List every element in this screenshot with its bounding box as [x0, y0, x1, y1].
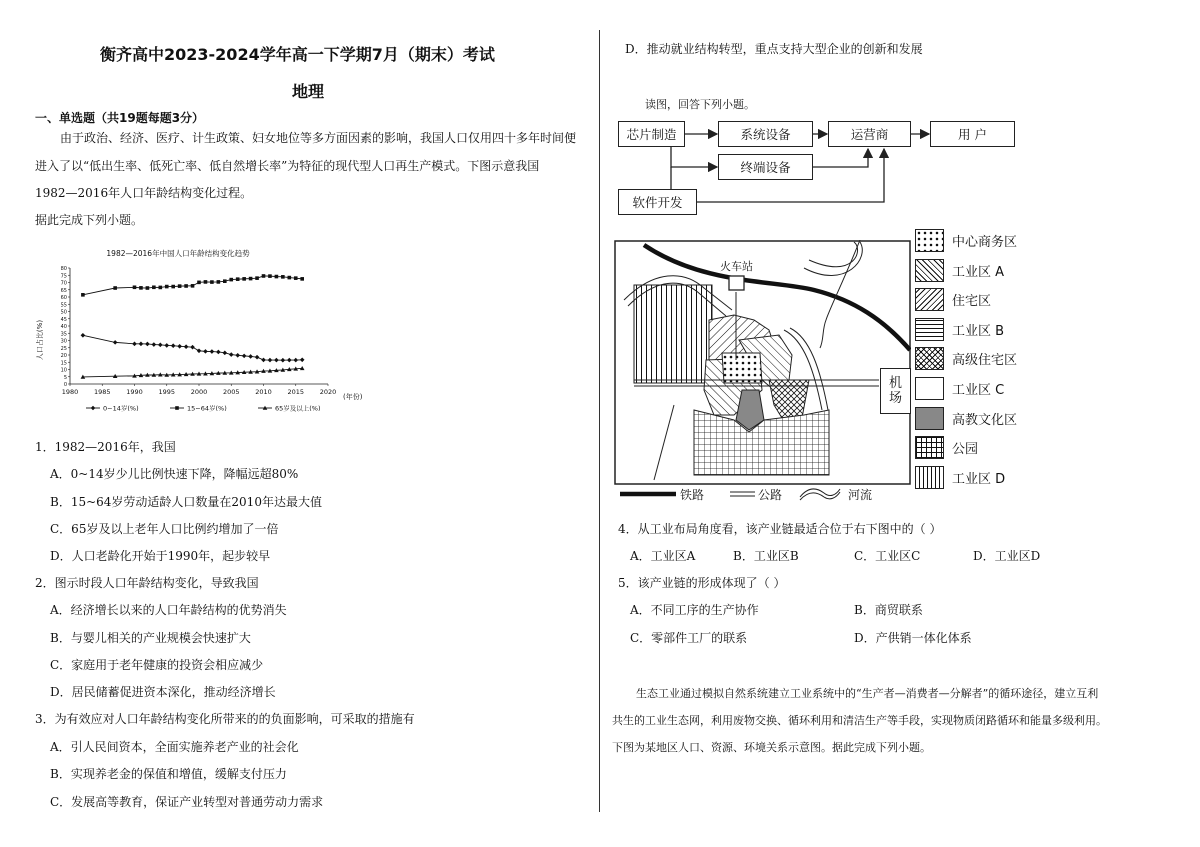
chart-xtick-label: 2010 — [255, 388, 272, 396]
chart-point-0 — [190, 345, 195, 350]
industry-chain-arrows — [0, 0, 1200, 230]
q5-stem: 5．该产业链的形成体现了（ ） — [618, 576, 786, 590]
chart-ytick-label: 0 — [63, 382, 67, 388]
q4-option-a: A．工业区A — [630, 549, 696, 563]
exam-title: 衡齐高中2023-2024学年高一下学期7月（期末）考试 — [100, 45, 495, 64]
chart-point-0 — [216, 350, 221, 355]
legend-river: 河流 — [848, 488, 873, 502]
chart-point-1 — [159, 286, 163, 290]
chart-point-0 — [113, 340, 118, 345]
legend-road: 公路 — [758, 488, 783, 502]
chart-point-1 — [236, 277, 240, 281]
chart-ytick-label: 75 — [60, 273, 67, 280]
intro-line-1: 由于政治、经济、医疗、计生政策、妇女地位等多方面因素的影响，我国人口仅用四十多年时间便 — [60, 131, 577, 145]
legend-swatch-cbd — [915, 229, 944, 252]
question-3-stem: 3．为有效应对人口年龄结构变化所带来的的负面影响，可采取的措施有 — [35, 712, 415, 726]
legend-marker-0 — [91, 406, 96, 411]
legend-row-edu — [915, 406, 1017, 431]
q5-option-b: B．商贸联系 — [854, 603, 923, 617]
chart-xtick-label: 1995 — [158, 388, 176, 396]
chart-point-1 — [204, 280, 208, 284]
chart-point-0 — [229, 352, 234, 357]
legend-swatch-park — [915, 436, 944, 459]
chart-point-0 — [210, 349, 215, 354]
chart-point-0 — [235, 353, 240, 358]
chart-point-1 — [165, 285, 169, 289]
intro-line-3: 1982—2016年人口年龄结构变化过程。 — [35, 186, 253, 200]
chart-point-1 — [171, 285, 175, 289]
chart-point-1 — [281, 275, 285, 279]
chart-point-0 — [164, 343, 169, 348]
legend-row-ind-d — [915, 465, 1005, 490]
chart-point-1 — [217, 280, 221, 284]
question-1-stem: 1．1982—2016年，我国 — [35, 440, 176, 454]
flow-software: 软件开发 — [618, 189, 697, 215]
question-2-option-b: B．与婴儿相关的产业规模会快速扩大 — [50, 631, 251, 645]
chart-point-0 — [287, 358, 292, 363]
chart-point-1 — [223, 279, 227, 283]
legend-swatch-residential — [915, 288, 944, 311]
question-3-option-c: C．发展高等教育，保证产业转型对普通劳动力需求 — [50, 795, 324, 809]
chart-ytick-label: 70 — [60, 280, 67, 287]
chart-title: 1982—2016年中国人口年龄结构变化趋势 — [106, 249, 250, 258]
eco-line-3: 下图为某地区人口、资源、环境关系示意图。据此完成下列小题。 — [612, 741, 931, 754]
chart-point-0 — [81, 333, 86, 338]
question-2-option-c: C．家庭用于老年健康的投资会相应减少 — [50, 658, 264, 672]
legend-swatch-ind-d — [915, 466, 944, 489]
chart-point-0 — [293, 358, 298, 363]
chart-point-1 — [178, 284, 182, 288]
eco-line-1: 生态工业通过模拟自然系统建立工业系统中的“生产者—消费者—分解者”的循环途径，建立互利 — [636, 687, 1099, 700]
chart-point-1 — [288, 276, 292, 280]
chart-ylabel: 人口占比(%) — [36, 319, 44, 361]
legend-row-cbd — [915, 228, 1017, 253]
chart-ytick-label: 10 — [60, 367, 67, 374]
legend-row-residential — [915, 287, 991, 312]
q5-option-c: C．零部件工厂的联系 — [630, 631, 748, 645]
chart-point-0 — [158, 343, 163, 348]
chart-ytick-label: 80 — [60, 266, 67, 272]
legend-label-edu: 高教文化区 — [952, 412, 1018, 428]
question-3-option-a: A．引人民间资本，全面实施养老产业的社会化 — [50, 740, 299, 754]
chart-ytick-label: 25 — [60, 345, 67, 352]
chart-xtick-label: 2000 — [190, 388, 208, 396]
chart-ytick-label: 30 — [60, 338, 67, 345]
q5-option-a: A．不同工序的生产协作 — [630, 603, 759, 617]
chart-point-1 — [133, 285, 137, 289]
chart-xtick-label: 1985 — [93, 388, 111, 396]
chart-point-0 — [268, 358, 273, 363]
chart-point-0 — [223, 351, 228, 356]
chart-xtick-label: 2005 — [222, 388, 240, 396]
legend-label-0: 0~14岁(%) — [103, 404, 139, 413]
chart-ytick-label: 35 — [60, 331, 67, 338]
question-2-stem: 2．图示时段人口年龄结构变化，导致我国 — [35, 576, 259, 590]
chart-point-0 — [300, 357, 305, 362]
chart-point-0 — [152, 342, 157, 347]
legend-row-ind-a — [915, 258, 1004, 283]
chart-point-1 — [81, 293, 85, 297]
chart-point-0 — [171, 343, 176, 348]
map-station-label: 火车站 — [720, 260, 753, 273]
q4-option-d: D．工业区D — [973, 549, 1041, 563]
chart-ytick-label: 15 — [60, 360, 67, 367]
chart-point-1 — [229, 278, 233, 282]
chart-ytick-label: 45 — [60, 316, 67, 323]
chart-ytick-label: 60 — [60, 295, 67, 301]
chart-point-1 — [249, 277, 253, 281]
legend-label-high-res: 高级住宅区 — [952, 353, 1018, 369]
question-1-option-a: A．0~14岁少儿比例快速下降，降幅远超80% — [50, 467, 299, 481]
flow-operator: 运营商 — [828, 121, 911, 147]
legend-railway: 铁路 — [680, 488, 705, 502]
legend-swatch-ind-c — [915, 377, 944, 400]
chart-ytick-label: 20 — [60, 353, 67, 359]
line-legend — [618, 485, 898, 503]
q3-option-d: D．推动就业结构转型，重点支持大型企业的创新和发展 — [625, 42, 923, 56]
section-heading: 一、单选题（共19题每题3分） — [35, 111, 205, 125]
legend-label-cbd: 中心商务区 — [952, 235, 1018, 250]
flow-system: 系统设备 — [718, 121, 813, 147]
chart-ytick-label: 50 — [60, 309, 67, 316]
q4-stem: 4．从工业布局角度看，该产业链最适合位于右下图中的（ ） — [618, 522, 942, 536]
chart-xtick-label: 1990 — [126, 388, 143, 396]
q4-option-b: B．工业区B — [733, 549, 799, 563]
chart-ytick-label: 40 — [60, 324, 67, 330]
legend-swatch-high-res — [915, 347, 944, 370]
chart-point-1 — [275, 275, 279, 279]
chart-point-1 — [294, 276, 298, 280]
question-2-option-d: D．居民储蓄促进资本深化，推动经济增长 — [50, 685, 276, 699]
chart-point-0 — [281, 358, 286, 363]
chart-point-0 — [261, 358, 266, 363]
legend-marker-1 — [175, 406, 179, 410]
legend-row-park — [915, 435, 978, 460]
legend-label-ind-a: 工业区 A — [952, 264, 1005, 280]
map-airport-label: 机场 — [880, 368, 911, 414]
read-prompt: 读图，回答下列小题。 — [645, 98, 755, 111]
flow-terminal: 终端设备 — [718, 154, 813, 180]
flow-user: 用 户 — [930, 121, 1015, 147]
legend-row-high-res — [915, 346, 1017, 371]
intro-line-2: 进入了以“低出生率、低死亡率、低自然增长率”为特征的现代型人口再生产模式。下图示意我国 — [35, 159, 540, 173]
chart-point-0 — [145, 342, 150, 347]
chart-point-0 — [248, 354, 253, 359]
chart-point-1 — [262, 274, 266, 278]
chart-point-0 — [197, 348, 202, 353]
legend-label-2: 65岁及以上(%) — [275, 404, 321, 413]
chart-point-1 — [113, 286, 117, 290]
chart-point-1 — [197, 281, 201, 285]
legend-row-ind-b — [915, 317, 1004, 342]
legend-row-ind-c — [915, 376, 1004, 401]
question-1-option-c: C．65岁及以上老年人口比例约增加了一倍 — [50, 522, 279, 536]
chart-point-1 — [146, 286, 150, 290]
population-chart — [30, 240, 380, 420]
q5-option-d: D．产供销一体化体系 — [854, 631, 972, 645]
chart-point-0 — [274, 358, 279, 363]
chart-point-0 — [184, 344, 189, 349]
chart-xlabel: (年份) — [343, 393, 363, 401]
question-1-option-d: D．人口老龄化开始于1990年，起步较早 — [50, 549, 271, 563]
chart-point-0 — [177, 344, 182, 349]
legend-label-1: 15~64岁(%) — [187, 404, 227, 413]
legend-label-ind-c: 工业区 C — [952, 383, 1005, 398]
chart-ytick-label: 5 — [63, 374, 67, 381]
question-2-option-a: A．经济增长以来的人口年龄结构的优势消失 — [50, 603, 287, 617]
chart-point-1 — [300, 277, 304, 281]
legend-swatch-ind-a — [915, 259, 944, 282]
chart-point-0 — [242, 354, 247, 359]
eco-line-2: 共生的工业生态网，利用废物交换、循环利用和清洁生产等手段，实现物质闭路循环和能量多级利用。 — [612, 714, 1107, 727]
legend-label-ind-b: 工业区 B — [952, 323, 1005, 339]
chart-point-1 — [191, 284, 195, 288]
city-map — [614, 240, 911, 485]
chart-point-1 — [210, 280, 214, 284]
chart-point-1 — [268, 274, 272, 278]
question-3-option-b: B．实现养老金的保值和增值，缓解支付压力 — [50, 767, 287, 781]
chart-ytick-label: 55 — [60, 302, 67, 309]
chart-point-1 — [255, 276, 259, 280]
chart-ytick-label: 65 — [60, 287, 67, 294]
chart-point-1 — [152, 285, 156, 289]
legend-swatch-ind-b — [915, 318, 944, 341]
q4-option-c: C．工业区C — [854, 549, 921, 563]
chart-point-1 — [242, 277, 246, 281]
legend-label-park: 公园 — [952, 442, 979, 458]
chart-point-0 — [139, 342, 144, 347]
chart-point-0 — [132, 342, 137, 347]
chart-xtick-label: 2015 — [287, 388, 305, 396]
legend-label-residential: 住宅区 — [952, 294, 992, 310]
chart-point-1 — [184, 284, 188, 288]
chart-point-0 — [203, 349, 208, 354]
exam-subject: 地理 — [292, 82, 325, 101]
intro-prompt: 据此完成下列小题。 — [35, 213, 144, 227]
legend-swatch-edu — [915, 407, 944, 430]
chart-xtick-label: 1980 — [61, 388, 79, 396]
question-1-option-b: B．15~64岁劳动适龄人口数量在2010年达最大值 — [50, 495, 322, 509]
chart-xtick-label: 2020 — [319, 388, 337, 396]
chart-point-0 — [255, 355, 260, 360]
flow-chip: 芯片制造 — [618, 121, 685, 147]
legend-label-ind-d: 工业区 D — [952, 471, 1006, 487]
chart-point-1 — [139, 286, 143, 290]
